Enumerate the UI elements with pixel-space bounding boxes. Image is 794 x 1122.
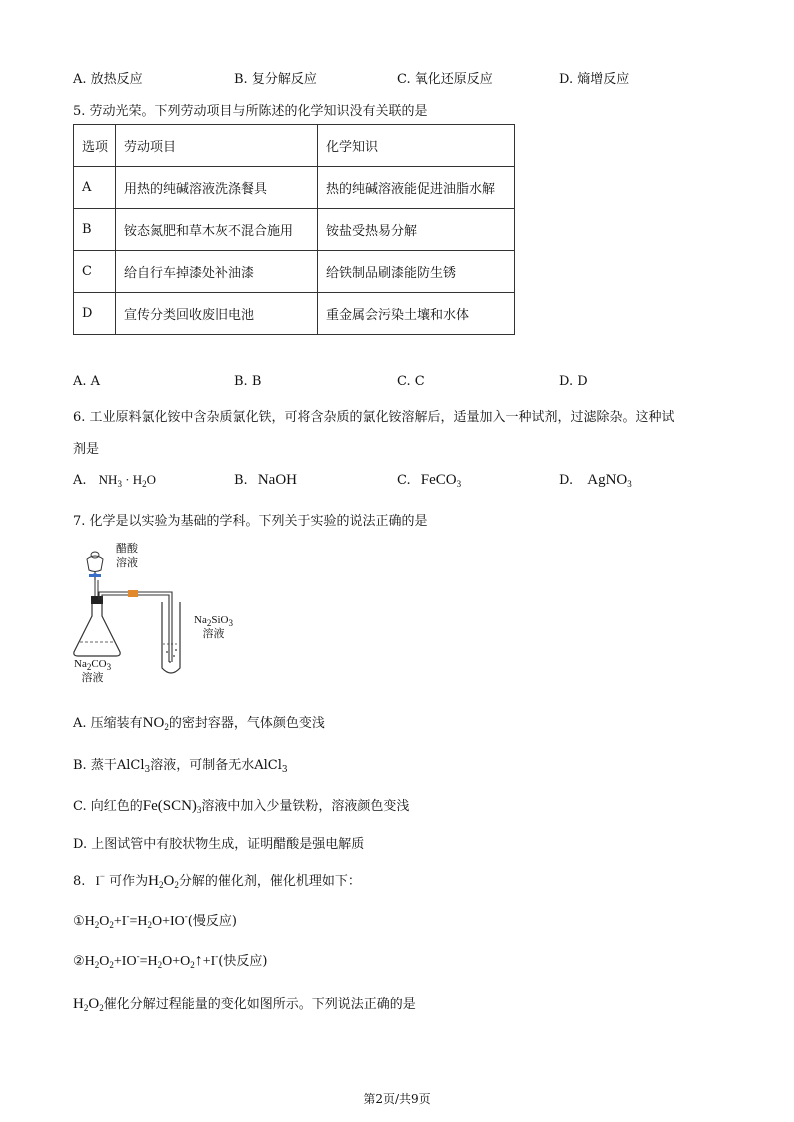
table-cell-option: C bbox=[74, 251, 116, 293]
q7-option-b-mid: 溶液，可制备无水 bbox=[150, 758, 255, 773]
q7-option-c-pre: C. 向红色的 bbox=[73, 799, 143, 814]
table-header-option: 选项 bbox=[74, 125, 116, 167]
q7-option-d: D. 上图试管中有胶状物生成，证明醋酸是强电解质 bbox=[73, 837, 365, 852]
q6-option-b-formula: NaOH bbox=[257, 472, 297, 488]
q7-option-b-formula2: AlCl$_3$ bbox=[254, 758, 288, 775]
q6-option-a bbox=[73, 472, 156, 488]
q6-option-a-label: A. bbox=[73, 473, 87, 488]
rubber-connector bbox=[128, 590, 138, 597]
table-cell-knowledge: 给铁制品刷漆能防生锈 bbox=[318, 251, 515, 293]
q7-option-b-formula1: AlCl$_3$ bbox=[116, 758, 151, 775]
q5-option-b: B. B bbox=[234, 374, 262, 389]
q8-step2-num: ② bbox=[73, 954, 85, 969]
q8-step1-num: ① bbox=[73, 914, 85, 929]
q8-final-post: 催化分解过程能量的变化如图所示。下列说法正确的是 bbox=[103, 997, 416, 1012]
q7-option-b bbox=[73, 754, 288, 773]
table-cell-knowledge: 热的纯碱溶液能促进油脂水解 bbox=[318, 167, 515, 209]
q4-option-d: D. 熵增反应 bbox=[559, 72, 630, 87]
q6-option-d-formula: AgNO$_3$ bbox=[587, 472, 632, 489]
table-cell-labor: 给自行车掉漆处补油漆 bbox=[116, 251, 318, 293]
q7-option-c-formula: $Fe(SCN)_3$ bbox=[142, 798, 202, 815]
q5-stem: 5. 劳动光荣。下列劳动项目与所陈述的化学知识没有关联的是 bbox=[73, 104, 428, 119]
q6-option-d bbox=[559, 472, 632, 489]
q7-apparatus-figure bbox=[70, 540, 260, 690]
q6-stem-line2: 剂是 bbox=[73, 442, 100, 457]
q6-stem-line1: 6. 工业原料氯化铵中含杂质氯化铁，可将含杂质的氯化铵溶解后，适量加入一种试剂，过滤除杂。这种试 bbox=[73, 410, 675, 425]
q8-h2o2: $H_2O_2$ bbox=[148, 873, 179, 890]
q6-option-c-label: C. bbox=[397, 473, 411, 488]
funnel-stopper bbox=[91, 552, 99, 558]
table-cell-knowledge: 重金属会污染土壤和水体 bbox=[318, 293, 515, 335]
q5-option-c: C. C bbox=[397, 374, 425, 389]
q7-option-a-formula: $NO_2$ bbox=[142, 715, 169, 732]
conical-flask bbox=[74, 604, 120, 656]
q8-step2-equation: $H_2O_2+IO^-=H_2O+O_2↑+I^-$ bbox=[84, 951, 219, 970]
q6-option-b bbox=[234, 472, 297, 489]
q6-option-d-label: D. bbox=[559, 473, 574, 488]
q8-stem-mid: 可作为 bbox=[109, 874, 149, 889]
q8-step1-equation: $H_2O_2+I^-=H_2O+IO^-$ bbox=[84, 911, 188, 930]
table-cell-option: B bbox=[74, 209, 116, 251]
q7-option-c-post: 溶液中加入少量铁粉，溶液颜色变浅 bbox=[201, 799, 410, 814]
table-header-knowledge: 化学知识 bbox=[318, 125, 515, 167]
carbonate-label bbox=[74, 657, 111, 685]
table-cell-labor: 宣传分类回收废旧电池 bbox=[116, 293, 318, 335]
q7-option-b-pre: B. 蒸干 bbox=[73, 758, 117, 773]
delivery-tube bbox=[99, 592, 172, 662]
q8-stem-pre: 8. bbox=[73, 874, 86, 889]
table-header-labor: 劳动项目 bbox=[116, 125, 318, 167]
q8-stem bbox=[73, 870, 361, 890]
table-cell-labor: 用热的纯碱溶液洗涤餐具 bbox=[116, 167, 318, 209]
q5-table bbox=[73, 124, 515, 335]
q4-option-c: C. 氧化还原反应 bbox=[397, 72, 493, 87]
q7-option-a-post: 的密封容器，气体颜色变浅 bbox=[168, 716, 325, 731]
acid-label-line1: 醋酸 bbox=[116, 542, 138, 555]
q8-step2 bbox=[73, 950, 267, 970]
acid-label bbox=[116, 542, 138, 570]
q8-stem-post: 分解的催化剂，催化机理如下： bbox=[178, 874, 361, 889]
silicate-label-line2: 溶液 bbox=[202, 627, 225, 640]
table-row bbox=[74, 293, 515, 335]
q6-option-c-formula: FeCO$_3$ bbox=[420, 472, 462, 489]
carbonate-label-line2: 溶液 bbox=[81, 671, 104, 684]
table-row bbox=[74, 167, 515, 209]
q7-option-c bbox=[73, 795, 409, 815]
table-row bbox=[74, 251, 515, 293]
q6-option-a-formula: $NH_3 \cdot H_2O$ bbox=[98, 472, 157, 489]
q8-iodide: I− bbox=[95, 871, 105, 888]
q8-final bbox=[73, 993, 416, 1013]
table-cell-knowledge: 铵盐受热易分解 bbox=[318, 209, 515, 251]
flask-stopper bbox=[91, 596, 103, 604]
q4-option-b: B. 复分解反应 bbox=[234, 72, 317, 87]
q8-step1-note: (慢反应) bbox=[187, 914, 237, 929]
silicate-label bbox=[194, 613, 233, 641]
q7-stem: 7. 化学是以实验为基础的学科。下列关于实验的说法正确的是 bbox=[73, 514, 428, 529]
q5-option-d: D. D bbox=[559, 374, 588, 389]
table-cell-labor: 铵态氮肥和草木灰不混合施用 bbox=[116, 209, 318, 251]
carbonate-label-formula: $Na_2CO_3$ bbox=[74, 658, 112, 672]
page-footer: 第2页/共9页 bbox=[363, 1092, 431, 1106]
q8-final-h2o2: $H_2O_2$ bbox=[73, 996, 104, 1013]
table-cell-option: D bbox=[74, 293, 116, 335]
q4-option-a: A. 放热反应 bbox=[73, 72, 143, 87]
q8-step2-note: (快反应) bbox=[218, 954, 268, 969]
table-cell-option: A bbox=[74, 167, 116, 209]
q6-option-c bbox=[397, 472, 461, 489]
q7-option-a bbox=[73, 712, 325, 732]
test-tube bbox=[162, 602, 180, 673]
q8-step1 bbox=[73, 910, 237, 930]
table-row bbox=[74, 209, 515, 251]
q6-option-b-label: B. bbox=[234, 473, 248, 488]
table-header-row bbox=[74, 125, 515, 167]
silicate-label-formula: $Na_2SiO_3$ bbox=[194, 614, 233, 628]
acid-label-line2: 溶液 bbox=[116, 556, 138, 569]
q5-option-a: A. A bbox=[73, 374, 101, 389]
q7-option-a-pre: A. 压缩装有 bbox=[73, 716, 143, 731]
